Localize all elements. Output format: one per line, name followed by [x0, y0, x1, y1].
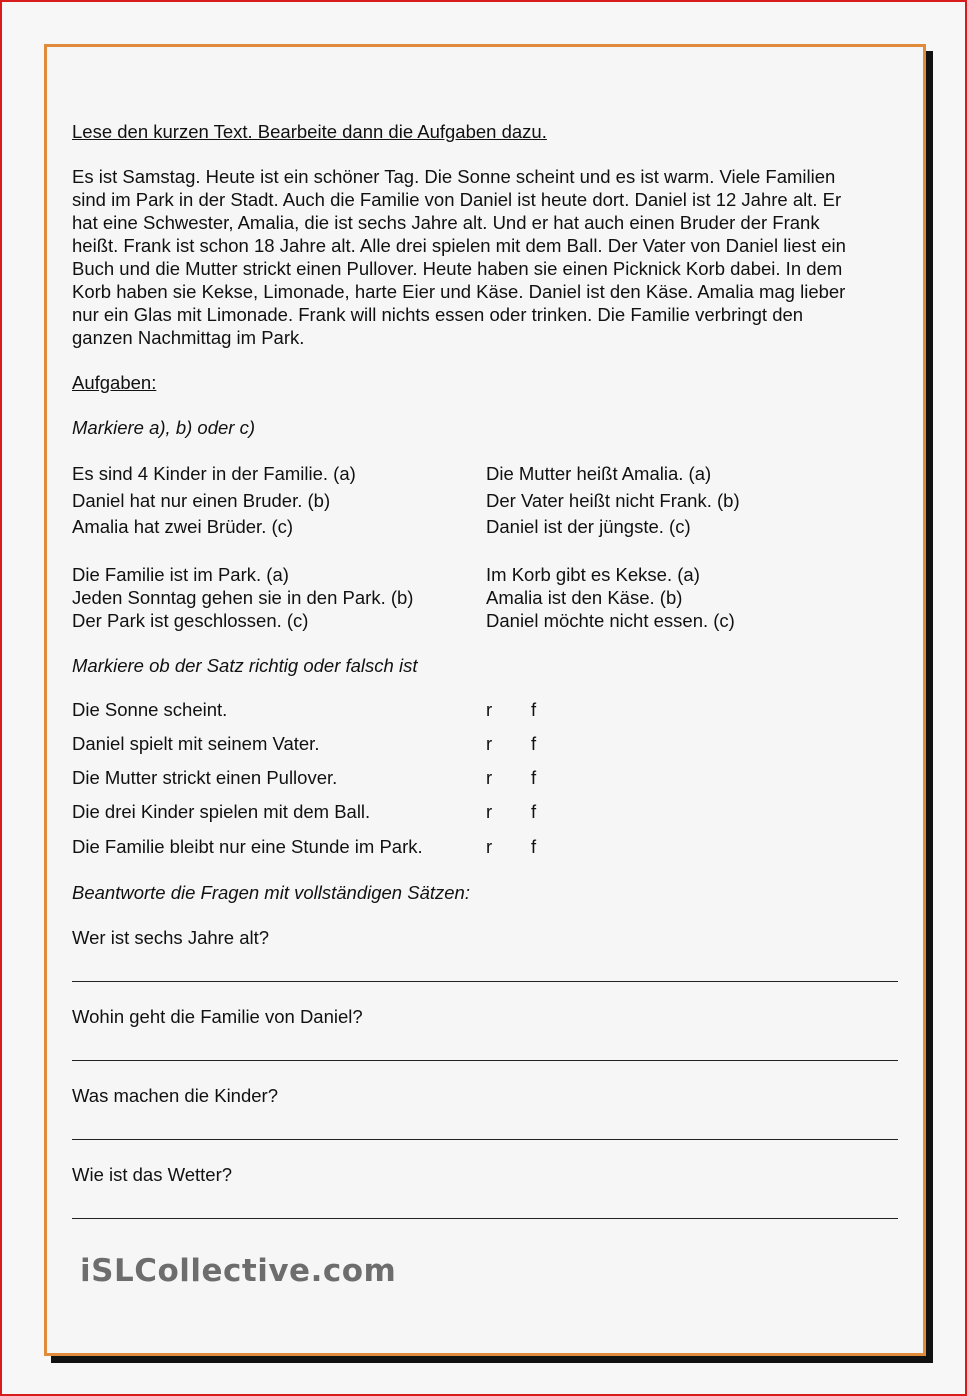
- table-row: [72, 766, 898, 800]
- tf-richtig-option[interactable]: r: [486, 835, 493, 857]
- mc-option[interactable]: Es sind 4 Kinder in der Familie. (a): [72, 463, 356, 484]
- tasks-label: Aufgaben:: [72, 372, 157, 393]
- tf-statement: Daniel spielt mit seinem Vater.: [72, 732, 320, 754]
- tf-falsch-option[interactable]: f: [531, 801, 537, 823]
- tf-falsch-option[interactable]: f: [531, 835, 537, 857]
- mc-column-right: [486, 563, 898, 632]
- question-text: Wer ist sechs Jahre alt?: [72, 926, 270, 948]
- reading-line: heißt. Frank ist schon 18 Jahre alt. Alle drei spielen mit dem Ball. Der Vater von Daniel liest ein: [72, 235, 846, 256]
- mc-option[interactable]: Daniel hat nur einen Bruder. (b): [72, 489, 331, 511]
- mc-option[interactable]: Amalia hat zwei Brüder. (c): [72, 516, 294, 537]
- mc-option[interactable]: Die Mutter heißt Amalia. (a): [486, 463, 712, 484]
- tf-statement: Die Familie bleibt nur eine Stunde im Park.: [72, 835, 423, 857]
- table-row: [72, 800, 898, 834]
- multiple-choice-group-2: [72, 563, 898, 632]
- mc-option[interactable]: Jeden Sonntag gehen sie in den Park. (b): [72, 586, 414, 608]
- tf-richtig-option[interactable]: r: [486, 767, 493, 789]
- question-block: [72, 1084, 898, 1140]
- mc-option[interactable]: Daniel möchte nicht essen. (c): [486, 609, 735, 631]
- tf-falsch-option[interactable]: f: [531, 767, 537, 789]
- reading-line: Es ist Samstag. Heute ist ein schöner Tag. Die Sonne scheint und es ist warm. Viele Familien: [72, 166, 836, 187]
- answer-line[interactable]: [72, 1028, 898, 1061]
- question-block: [72, 1005, 898, 1061]
- tf-statement: Die drei Kinder spielen mit dem Ball.: [72, 801, 371, 823]
- tf-richtig-option[interactable]: r: [486, 732, 493, 754]
- tf-falsch-option[interactable]: f: [531, 698, 537, 720]
- reading-line: ganzen Nachmittag im Park.: [72, 327, 305, 348]
- mc-option[interactable]: Der Park ist geschlossen. (c): [72, 609, 309, 631]
- worksheet: [44, 44, 926, 1356]
- multiple-choice-instruction: Markiere a), b) oder c): [72, 417, 255, 438]
- table-row: [72, 698, 898, 732]
- tf-richtig-option[interactable]: r: [486, 698, 493, 720]
- question-block: [72, 1163, 898, 1219]
- question-text: Wohin geht die Familie von Daniel?: [72, 1005, 363, 1027]
- tf-falsch-option[interactable]: f: [531, 732, 537, 754]
- mc-column-left: [72, 461, 486, 541]
- worksheet-content: [72, 120, 898, 1242]
- mc-option[interactable]: Daniel ist der jüngste. (c): [486, 516, 691, 537]
- question-text: Was machen die Kinder?: [72, 1084, 279, 1106]
- mc-column-right: [486, 461, 898, 541]
- table-row: [72, 732, 898, 766]
- answer-line[interactable]: [72, 1186, 898, 1219]
- reading-line: Korb haben sie Kekse, Limonade, harte Eier und Käse. Daniel ist den Käse. Amalia mag lieber: [72, 281, 846, 302]
- multiple-choice-group-1: [72, 461, 898, 541]
- question-block: [72, 926, 898, 982]
- reading-text: [72, 165, 898, 349]
- reading-line: Buch und die Mutter strickt einen Pullover. Heute haben sie einen Picknick Korb dabei. In dem: [72, 258, 843, 279]
- reading-line: nur ein Glas mit Limonade. Frank will nichts essen oder trinken. Die Familie verbringt den: [72, 304, 804, 325]
- answer-line[interactable]: [72, 949, 898, 982]
- tf-richtig-option[interactable]: r: [486, 801, 493, 823]
- tf-statement: Die Mutter strickt einen Pullover.: [72, 767, 338, 789]
- true-false-table: [72, 698, 898, 869]
- answer-line[interactable]: [72, 1107, 898, 1140]
- mc-option[interactable]: Amalia ist den Käse. (b): [486, 586, 683, 608]
- tf-statement: Die Sonne scheint.: [72, 698, 228, 720]
- mc-option[interactable]: Der Vater heißt nicht Frank. (b): [486, 489, 740, 511]
- reading-line: sind im Park in der Stadt. Auch die Familie von Daniel ist heute dort. Daniel ist 12 Jahre alt. Er: [72, 189, 842, 210]
- true-false-instruction: Markiere ob der Satz richtig oder falsch ist: [72, 654, 418, 676]
- watermark-logo: iSLCollective.com: [80, 1253, 397, 1289]
- questions-instruction: Beantworte die Fragen mit vollständigen Sätzen:: [72, 881, 470, 903]
- mc-option[interactable]: Die Familie ist im Park. (a): [72, 563, 289, 585]
- question-text: Wie ist das Wetter?: [72, 1163, 233, 1185]
- mc-option[interactable]: Im Korb gibt es Kekse. (a): [486, 563, 700, 585]
- mc-column-left: [72, 563, 486, 632]
- worksheet-heading: Lese den kurzen Text. Bearbeite dann die Aufgaben dazu.: [72, 121, 547, 142]
- table-row: [72, 835, 898, 869]
- reading-line: hat eine Schwester, Amalia, die ist sechs Jahre alt. Und er hat auch einen Bruder der Frank: [72, 212, 820, 233]
